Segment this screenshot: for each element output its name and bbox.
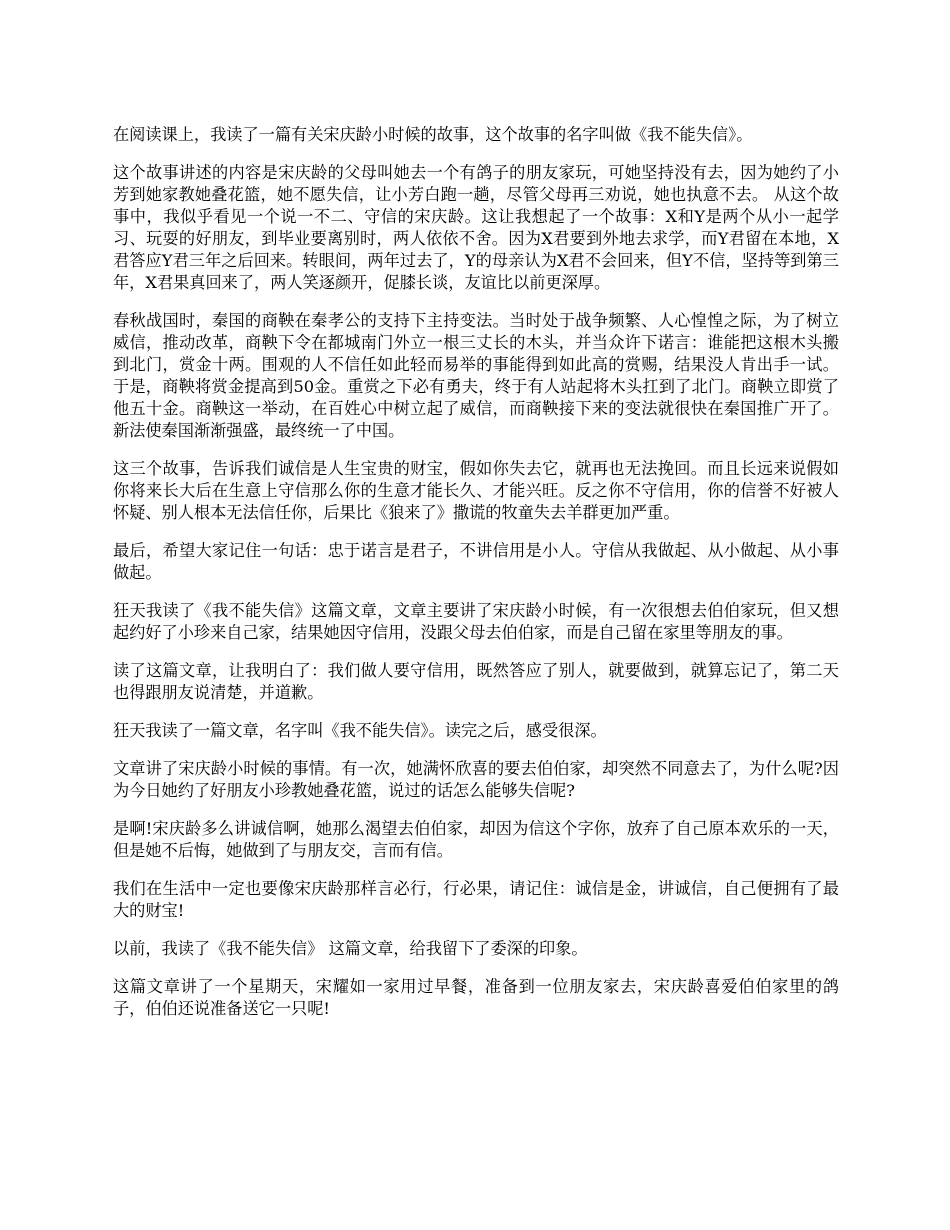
document-body [113,124,839,1036]
paragraph: 读了这篇文章，让我明白了：我们做人要守信用，既然答应了别人，就要做到，就算忘记了，第二天也得跟朋友说清楚，并道歉。 [113,661,839,702]
paragraph: 狂天我读了《我不能失信》这篇文章，文章主要讲了宋庆龄小时候，有一次很想去伯伯家玩，但又想起约好了小珍来自己家，结果她因守信用，没跟父母去伯伯家，而是自己留在家里等朋友的事。 [113,601,839,642]
paragraph: 狂天我读了一篇文章，名字叫《我不能失信》。读完之后，感受很深。 [113,721,607,740]
paragraph: 在阅读课上，我读了一篇有关宋庆龄小时候的故事，这个故事的名字叫做《我不能失信》。 [113,125,753,144]
paragraph: 是啊!宋庆龄多么讲诚信啊，她那么渴望去伯伯家，却因为信这个字你，放弃了自己原本欢乐的一天，但是她不后悔，她做到了与朋友交，言而有信。 [113,819,839,860]
paragraph: 这篇文章讲了一个星期天，宋耀如一家用过早餐，准备到一位朋友家去，宋庆龄喜爱伯伯家里的鸽子，伯伯还说准备送它一只呢! [113,977,839,1018]
paragraph: 这个故事讲述的内容是宋庆龄的父母叫她去一个有鸽子的朋友家玩，可她坚持没有去，因为她约了小芳到她家教她叠花篮，她不愿失信，让小芳白跑一趟，尽管父母再三劝说，她也执意不去。 从这个故事中，我似乎看见一个说一不二、守信的宋庆龄。这让我想起了一个故事：X和Y是两个从小一起学习、玩耍的好朋友，到毕业要离别时，两人依依不舍。因为X君要到外地去求学，而Y君留在本地，X君答应Y君三年之后回来。转眼间，两年过去了，Y的母亲认为X君不会回来，但Y不信，坚持等到第三年，X君果真回来了，两人笑逐颜开，促膝长谈，友谊比以前更深厚。 [113,163,839,292]
paragraph: 最后，希望大家记住一句话：忠于诺言是君子，不讲信用是小人。守信从我做起、从小做起、从小事做起。 [113,541,839,582]
paragraph: 以前，我读了《我不能失信》 这篇文章，给我留下了委深的印象。 [113,939,588,958]
paragraph: 我们在生活中一定也要像宋庆龄那样言必行，行必果，请记住：诚信是金，讲诚信，自己便拥有了最大的财宝! [113,879,839,920]
paragraph: 这三个故事，告诉我们诚信是人生宝贵的财宝，假如你失去它，就再也无法挽回。而且长远来说假如你将来长大后在生意上守信那么你的生意才能长久、才能兴旺。反之你不守信用，你的信誉不好被人怀疑、别人根本无法信任你，后果比《狼来了》撒谎的牧童失去羊群更加严重。 [113,459,839,522]
paragraph: 春秋战国时，秦国的商鞅在秦孝公的支持下主持变法。当时处于战争频繁、人心惶惶之际，为了树立威信，推动改革，商鞅下令在都城南门外立一根三丈长的木头，并当众许下诺言：谁能把这根木头搬到北门，赏金十两。围观的人不信任如此轻而易举的事能得到如此高的赏赐，结果没人肯出手一试。于是，商鞅将赏金提高到50金。重赏之下必有勇夫，终于有人站起将木头扛到了北门。商鞅立即赏了他五十金。商鞅这一举动，在百姓心中树立起了威信，而商鞅接下来的变法就很快在秦国推广开了。新法使秦国渐渐强盛，最终统一了中国。 [113,311,839,440]
paragraph: 文章讲了宋庆龄小时候的事情。有一次，她满怀欣喜的要去伯伯家，却突然不同意去了，为什么呢?因为今日她约了好朋友小珍教她叠花篮，说过的话怎么能够失信呢? [113,759,839,800]
